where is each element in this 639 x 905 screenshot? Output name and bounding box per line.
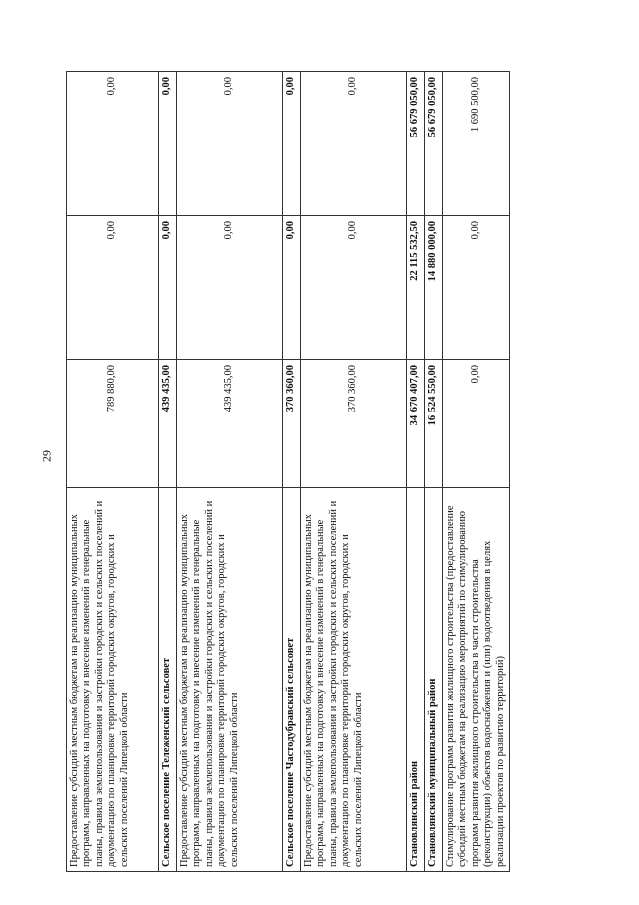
row-value-2: 0,00 <box>443 216 510 360</box>
row-value-1: 0,00 <box>443 360 510 488</box>
row-value-2: 0,00 <box>301 216 407 360</box>
table-row <box>407 72 425 872</box>
table-row <box>301 72 407 872</box>
row-value-3: 0,00 <box>177 72 283 216</box>
table-row <box>159 72 177 872</box>
row-value-1: 370 360,00 <box>301 360 407 488</box>
row-value-2: 14 880 000,00 <box>425 216 443 360</box>
row-value-3: 0,00 <box>159 72 177 216</box>
row-value-1: 439 435,00 <box>177 360 283 488</box>
table-row <box>177 72 283 872</box>
row-name: Становлянский район <box>407 488 425 872</box>
row-name: Сельское поселение Тележенский сельсовет <box>159 488 177 872</box>
budget-table <box>66 71 510 872</box>
row-value-3: 56 679 050,00 <box>407 72 425 216</box>
row-name: Стимулирование программ развития жилищного строительства (предоставление субсидий местным бюджетам на реализацию мероприятий по стимулированию программ развития жилищного строительства в части строительства (реконструкции) объектов водоснабжения и (или) водоотведения в целях реализации проектов по развитию территорий) <box>443 488 510 872</box>
row-value-2: 0,00 <box>67 216 159 360</box>
row-value-3: 0,00 <box>301 72 407 216</box>
table-row <box>67 72 159 872</box>
row-name: Предоставление субсидий местным бюджетам на реализацию муниципальных программ, направленных на подготовку и внесение изменений в генеральные планы, правила землепользования и застройки городских и сельских поселений и документацию по планировке территорий городских округов, городских и сельских поселений Липецкой области <box>177 488 283 872</box>
row-value-3: 0,00 <box>67 72 159 216</box>
row-value-1: 789 880,00 <box>67 360 159 488</box>
row-value-3: 0,00 <box>283 72 301 216</box>
rotated-table-container <box>66 72 506 872</box>
table-row <box>443 72 510 872</box>
row-value-3: 56 679 050,00 <box>425 72 443 216</box>
table-row <box>283 72 301 872</box>
table-row <box>425 72 443 872</box>
row-name: Предоставление субсидий местным бюджетам на реализацию муниципальных программ, направленных на подготовку и внесение изменений в генеральные планы, правила землепользования и застройки городских и сельских поселений и документацию по планировке территорий городских округов, городских и сельских поселений Липецкой области <box>67 488 159 872</box>
row-value-1: 16 524 550,00 <box>425 360 443 488</box>
row-name: Становлянский муниципальный район <box>425 488 443 872</box>
row-name: Сельское поселение Чаcтодубравский сельсовет <box>283 488 301 872</box>
row-value-1: 439 435,00 <box>159 360 177 488</box>
row-name: Предоставление субсидий местным бюджетам на реализацию муниципальных программ, направленных на подготовку и внесение изменений в генеральные планы, правила землепользования и застройки городских и сельских поселений и документацию по планировке территорий городских округов, городских и сельских поселений Липецкой области <box>301 488 407 872</box>
row-value-2: 22 115 532,50 <box>407 216 425 360</box>
row-value-2: 0,00 <box>177 216 283 360</box>
page-number-text: 29 <box>39 450 54 462</box>
row-value-2: 0,00 <box>159 216 177 360</box>
page-number <box>40 446 54 466</box>
row-value-1: 370 360,00 <box>283 360 301 488</box>
row-value-2: 0,00 <box>283 216 301 360</box>
row-value-3: 1 690 500,00 <box>443 72 510 216</box>
row-value-1: 34 670 407,00 <box>407 360 425 488</box>
